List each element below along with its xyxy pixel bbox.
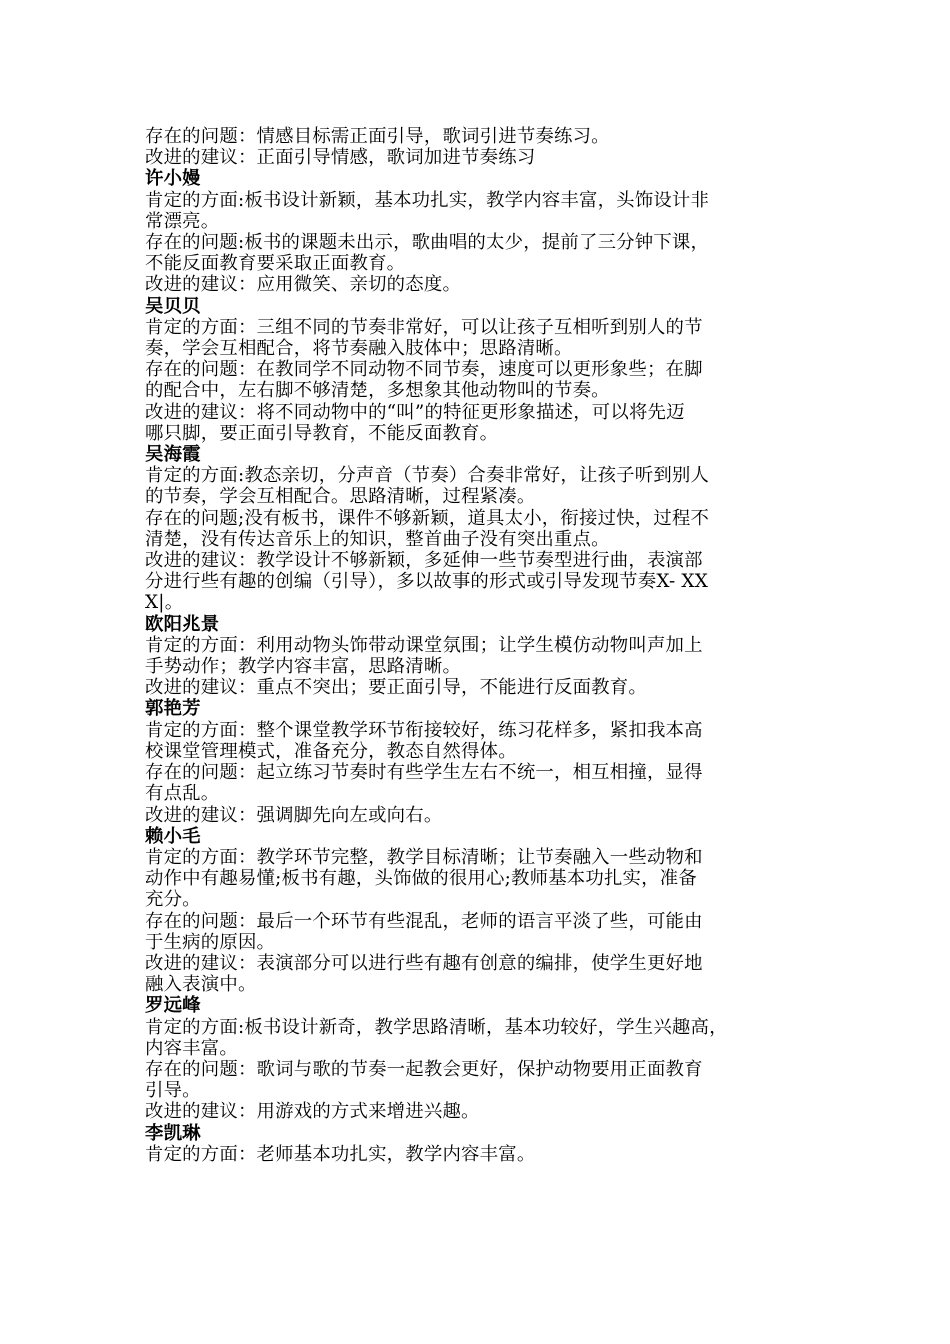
text-line: 肯定的方面：利用动物头饰带动课堂氛围；让学生模仿动物叫声加上 — [145, 634, 703, 656]
text-line: 有点乱。 — [145, 783, 220, 805]
text-line: 肯定的方面：老师基本功扎实，教学内容丰富。 — [145, 1143, 536, 1165]
text-line: 肯定的方面：整个课堂教学环节衔接较好，练习花样多，紧扣我本高 — [145, 719, 703, 741]
text-line: 改进的建议：正面引导情感，歌词加进节奏练习 — [145, 147, 536, 169]
teacher-name-heading: 罗远峰 — [145, 995, 201, 1017]
text-line: 改进的建议：重点不突出；要正面引导，不能进行反面教育。 — [145, 677, 647, 699]
text-line: 存在的问题：最后一个环节有些混乱，老师的语言平淡了些，可能由 — [145, 910, 703, 932]
text-line: X|。 — [145, 592, 184, 614]
text-line: 改进的建议：将不同动物中的“叫”的特征更形象描述，可以将先迈 — [145, 401, 685, 423]
text-line: 肯定的方面:教态亲切，分声音（节奏）合奏非常好，让孩子听到别人 — [145, 465, 710, 487]
teacher-name-heading: 赖小毛 — [145, 825, 201, 847]
text-line: 肯定的方面:板书设计新颖，基本功扎实，教学内容丰富，头饰设计非 — [145, 189, 710, 211]
text-line: 改进的建议：应用微笑、亲切的态度。 — [145, 274, 462, 296]
text-line: 改进的建议：用游戏的方式来增进兴趣。 — [145, 1101, 480, 1123]
text-line: 动作中有趣易懂;板书有趣，头饰做的很用心;教师基本功扎实，准备 — [145, 868, 697, 890]
text-line: 不能反面教育要采取正面教育。 — [145, 253, 406, 275]
text-line: 改进的建议：表演部分可以进行些有趣有创意的编排，使学生更好地 — [145, 952, 703, 974]
text-line: 改进的建议：强调脚先向左或向右。 — [145, 804, 443, 826]
teacher-name-heading: 吴海霞 — [145, 444, 201, 466]
text-line: 改进的建议：教学设计不够新颖，多延伸一些节奏型进行曲，表演部 — [145, 550, 703, 572]
text-line: 于生病的原因。 — [145, 931, 276, 953]
text-line: 肯定的方面：三组不同的节奏非常好，可以让孩子互相听到别人的节 — [145, 316, 703, 338]
text-line: 清楚，没有传达音乐上的知识，整首曲子没有突出重点。 — [145, 528, 610, 550]
text-line: 充分。 — [145, 889, 201, 911]
text-line: 存在的问题：情感目标需正面引导，歌词引进节奏练习。 — [145, 126, 610, 147]
text-line: 分进行些有趣的创编（引导），多以故事的形式或引导发现节奏X- XX — [145, 571, 709, 593]
text-line: 手势动作；教学内容丰富，思路清晰。 — [145, 656, 462, 678]
text-line: 校课堂管理模式，准备充分，教态自然得体。 — [145, 740, 517, 762]
text-line: 存在的问题：在教同学不同动物不同节奏，速度可以更形象些；在脚 — [145, 359, 703, 381]
text-line: 肯定的方面：教学环节完整，教学目标清晰；让节奏融入一些动物和 — [145, 846, 703, 868]
teacher-name-heading: 郭艳芳 — [145, 698, 201, 720]
teacher-name-heading: 吴贝贝 — [145, 295, 201, 317]
text-line: 存在的问题：歌词与歌的节奏一起教会更好，保护动物要用正面教育 — [145, 1058, 703, 1080]
text-line: 常漂亮。 — [145, 210, 220, 232]
text-line: 存在的问题：起立练习节奏时有些学生左右不统一，相互相撞，显得 — [145, 762, 703, 784]
text-line: 引导。 — [145, 1080, 201, 1102]
text-line: 的节奏，学会互相配合。思路清晰，过程紧凑。 — [145, 486, 536, 508]
text-line: 肯定的方面:板书设计新奇，教学思路清晰，基本功较好，学生兴趣高， — [145, 1016, 728, 1038]
text-line: 的配合中，左右脚不够清楚，多想象其他动物叫的节奏。 — [145, 380, 610, 402]
teacher-name-heading: 许小嫚 — [145, 168, 201, 190]
text-line: 奏，学会互相配合，将节奏融入肢体中；思路清晰。 — [145, 338, 573, 360]
text-line: 内容丰富。 — [145, 1037, 238, 1059]
teacher-name-heading: 李凯琳 — [145, 1122, 201, 1144]
text-line: 哪只脚，要正面引导教育，不能反面教育。 — [145, 422, 499, 444]
text-line: 存在的问题;没有板书，课件不够新颖，道具太小，衔接过快，过程不 — [145, 507, 710, 529]
text-line: 存在的问题:板书的课题未出示，歌曲唱的太少，提前了三分钟下课， — [145, 232, 710, 254]
text-line: 融入表演中。 — [145, 974, 257, 996]
teacher-name-heading: 欧阳兆景 — [145, 613, 220, 635]
document-page — [145, 126, 815, 1165]
